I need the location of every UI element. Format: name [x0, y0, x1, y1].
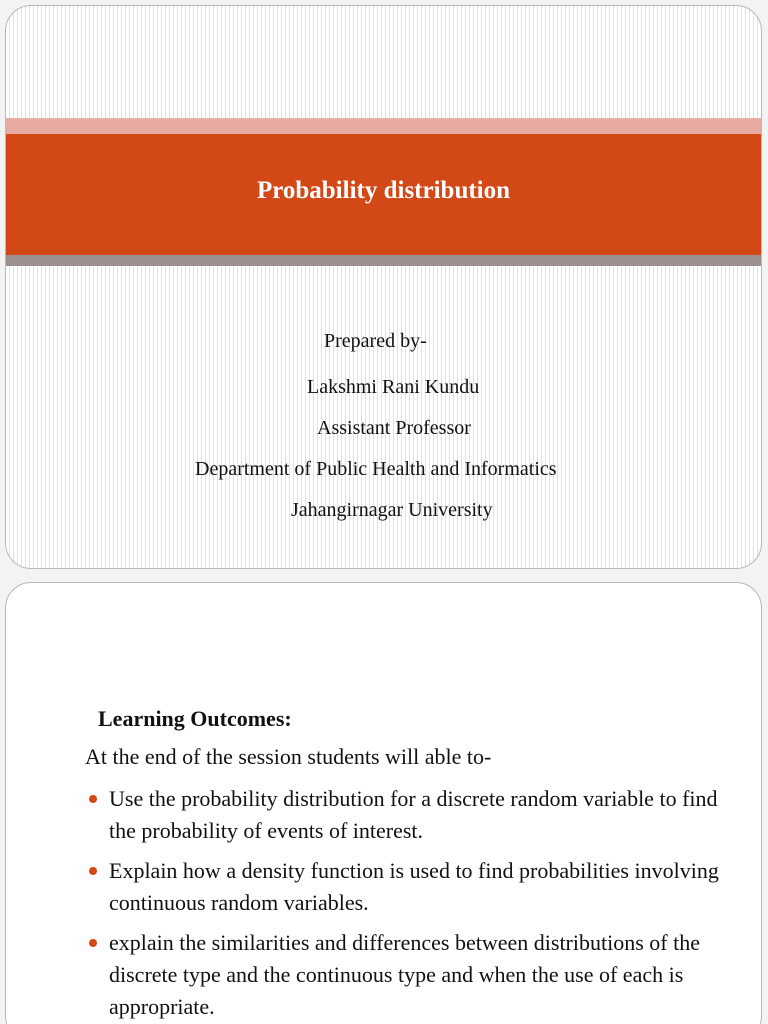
- list-item: [86, 783, 726, 847]
- university-name: Jahangirnagar University: [291, 499, 493, 521]
- learning-outcomes-intro: At the end of the session students will able to-: [85, 744, 492, 769]
- bullet-icon: [89, 795, 97, 803]
- list-item: [86, 855, 726, 919]
- learning-outcomes-slide: [5, 582, 762, 1024]
- gray-stripe: [6, 255, 761, 266]
- department-name: Department of Public Health and Informatics: [195, 458, 557, 480]
- bullet-icon: [89, 939, 97, 947]
- bullet-icon: [89, 867, 97, 875]
- prepared-by-label: Prepared by-: [324, 330, 427, 352]
- pink-stripe: [6, 118, 761, 134]
- outcome-text: explain the similarities and differences between distributions of the discrete type and the continuous type and when the use of each is appropriate.: [109, 930, 700, 1019]
- learning-outcomes-heading: Learning Outcomes:: [98, 706, 292, 731]
- slide-title: Probability distribution: [256, 177, 511, 204]
- author-name: Lakshmi Rani Kundu: [307, 376, 480, 398]
- list-item: [86, 927, 726, 1023]
- author-role: Assistant Professor: [317, 417, 471, 439]
- outcome-text: Explain how a density function is used to find probabilities involving continuous random variables.: [109, 858, 719, 915]
- outcome-text: Use the probability distribution for a discrete random variable to find the probability of events of interest.: [109, 786, 718, 843]
- title-slide: [5, 5, 762, 569]
- outcomes-list: [86, 783, 726, 1024]
